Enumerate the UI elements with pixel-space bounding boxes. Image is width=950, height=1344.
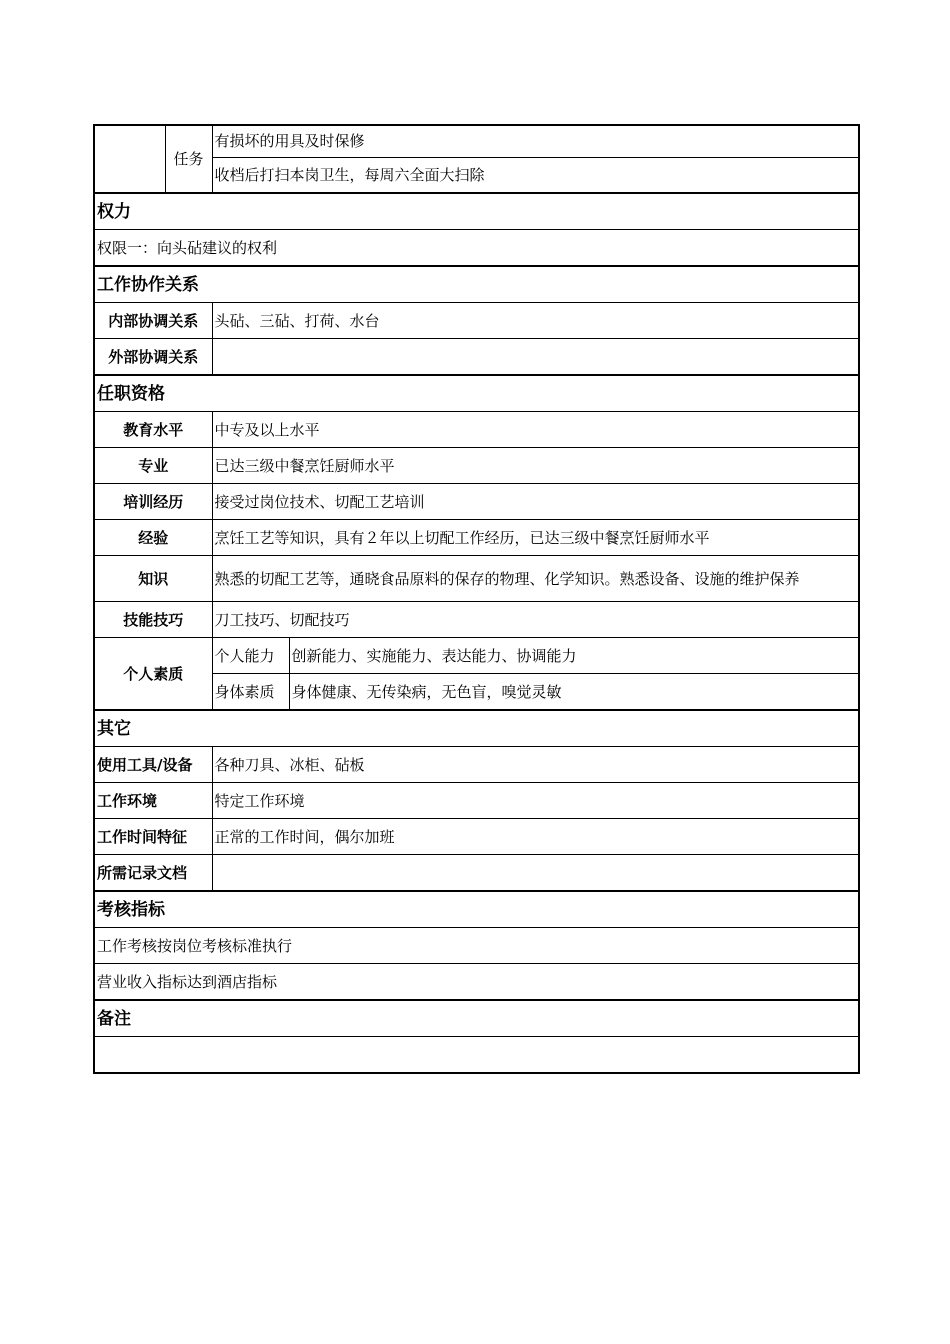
authority-row	[94, 230, 859, 267]
field-label: 经验	[94, 520, 212, 556]
assessment-row	[94, 928, 859, 964]
other-row	[94, 855, 859, 892]
section-title: 其它	[94, 710, 859, 747]
qualification-row	[94, 602, 859, 638]
field-label: 所需记录文档	[94, 855, 212, 892]
assessment-item: 营业收入指标达到酒店指标	[94, 964, 859, 1001]
sub-label: 身体素质	[212, 674, 289, 711]
field-label: 技能技巧	[94, 602, 212, 638]
qualification-row	[94, 484, 859, 520]
task-label: 任务	[165, 125, 212, 193]
field-value: 各种刀具、冰柜、砧板	[212, 747, 859, 783]
field-value: 烹饪工艺等知识，具有２年以上切配工作经历，已达三级中餐烹饪厨师水平	[212, 520, 859, 556]
notes-row	[94, 1037, 859, 1074]
field-value: 熟悉的切配工艺等，通晓食品原料的保存的物理、化学知识。熟悉设备、设施的维护保养	[212, 556, 859, 602]
field-value: 身体健康、无传染病，无色盲，嗅觉灵敏	[289, 674, 859, 711]
section-title: 权力	[94, 193, 859, 230]
field-label: 使用工具/设备	[94, 747, 212, 783]
task-row-1	[94, 125, 859, 157]
assessment-row	[94, 964, 859, 1001]
field-label: 专业	[94, 448, 212, 484]
section-title: 任职资格	[94, 375, 859, 412]
other-row	[94, 747, 859, 783]
section-title: 工作协作关系	[94, 266, 859, 303]
section-cooperation	[94, 266, 859, 303]
job-description-table	[93, 124, 860, 1074]
notes-value	[94, 1037, 859, 1074]
field-value	[212, 855, 859, 892]
qualification-row	[94, 520, 859, 556]
assessment-item: 工作考核按岗位考核标准执行	[94, 928, 859, 964]
task-item: 有损坏的用具及时保修	[212, 125, 859, 157]
field-label: 知识	[94, 556, 212, 602]
job-description-sheet	[93, 124, 858, 1074]
qualification-row	[94, 448, 859, 484]
section-other	[94, 710, 859, 747]
field-value: 已达三级中餐烹饪厨师水平	[212, 448, 859, 484]
qualification-row	[94, 556, 859, 602]
section-authority	[94, 193, 859, 230]
sub-label: 个人能力	[212, 638, 289, 674]
field-label: 外部协调关系	[94, 339, 212, 376]
section-title: 备注	[94, 1000, 859, 1037]
other-row	[94, 783, 859, 819]
field-value: 创新能力、实施能力、表达能力、协调能力	[289, 638, 859, 674]
field-label: 培训经历	[94, 484, 212, 520]
section-notes	[94, 1000, 859, 1037]
field-value: 中专及以上水平	[212, 412, 859, 448]
field-value	[212, 339, 859, 376]
field-label: 教育水平	[94, 412, 212, 448]
cooperation-internal-row	[94, 303, 859, 339]
field-value: 头砧、三砧、打荷、水台	[212, 303, 859, 339]
field-label: 工作时间特征	[94, 819, 212, 855]
field-value: 接受过岗位技术、切配工艺培训	[212, 484, 859, 520]
section-qualifications	[94, 375, 859, 412]
field-label: 内部协调关系	[94, 303, 212, 339]
field-value: 特定工作环境	[212, 783, 859, 819]
task-blank-cell	[94, 125, 165, 193]
cooperation-external-row	[94, 339, 859, 376]
task-item: 收档后打扫本岗卫生，每周六全面大扫除	[212, 157, 859, 193]
personal-quality-row-1	[94, 638, 859, 674]
field-label: 工作环境	[94, 783, 212, 819]
other-row	[94, 819, 859, 855]
qualification-row	[94, 412, 859, 448]
field-value: 正常的工作时间，偶尔加班	[212, 819, 859, 855]
section-assessment	[94, 891, 859, 928]
section-title: 考核指标	[94, 891, 859, 928]
field-value: 刀工技巧、切配技巧	[212, 602, 859, 638]
field-label: 个人素质	[94, 638, 212, 711]
authority-item: 权限一：向头砧建议的权利	[94, 230, 859, 267]
